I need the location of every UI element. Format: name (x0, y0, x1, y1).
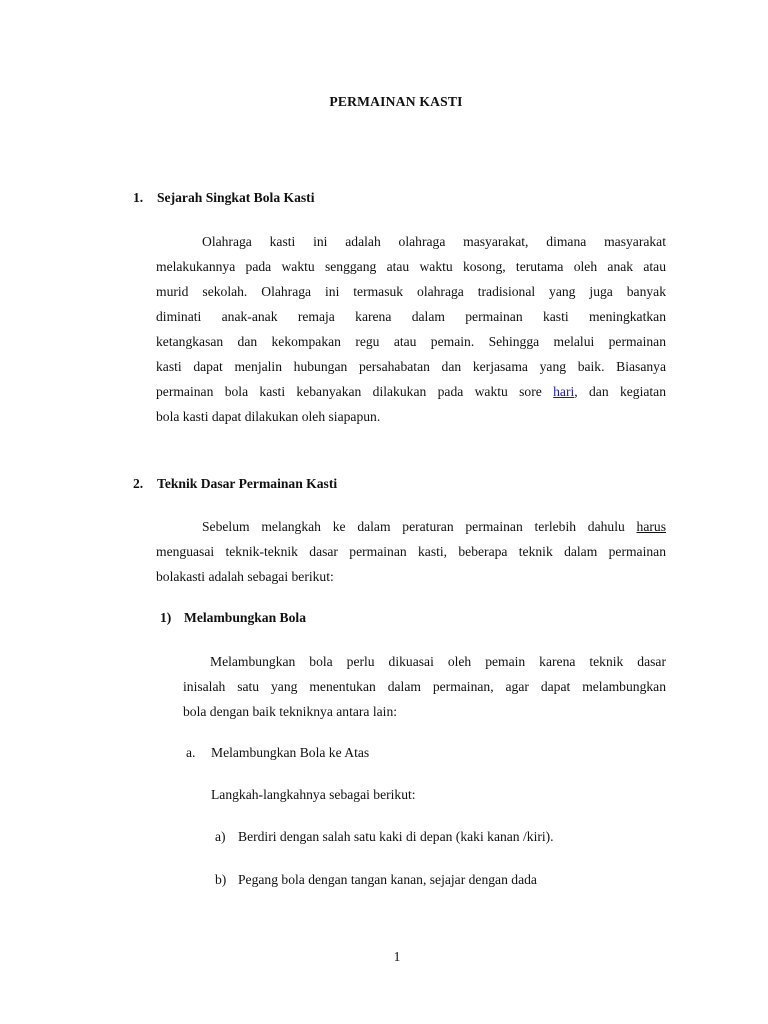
section-1-number: 1. (133, 190, 144, 205)
paragraph-line: diminati anak-anak remaja karena dalam permainan kasti meningkatkan (156, 309, 666, 324)
subsection-1-number: 1) (160, 610, 172, 625)
paragraph-line: ketangkasan dan kekompakan regu atau pemain. Sehingga melalui permainan (156, 334, 666, 349)
document-title: PERMAINAN KASTI (329, 94, 463, 109)
paragraph-line: kasti dapat menjalin hubungan persahabatan dan kerjasama yang baik. Biasanya (156, 359, 666, 374)
underline-prefix-text: Sebelum melangkah ke dalam peraturan permainan terlebih dahulu (202, 519, 637, 534)
item-a-marker: a. (186, 745, 196, 760)
paragraph-line: bolakasti adalah sebagai berikut: (156, 569, 334, 584)
paragraph-line: menguasai teknik-teknik dasar permainan kasti, beberapa teknik dalam permainan (156, 544, 666, 559)
section-2-number: 2. (133, 476, 144, 491)
item-a-label: Melambungkan Bola ke Atas (211, 745, 370, 760)
page-number: 1 (393, 949, 401, 964)
step-b-text: Pegang bola dengan tangan kanan, sejajar dengan dada (238, 872, 537, 887)
section-1-paragraph (156, 229, 666, 429)
hari-link[interactable]: hari (553, 384, 575, 399)
harus-underlined-word: harus (636, 519, 666, 534)
section-2-title: Teknik Dasar Permainan Kasti (157, 476, 338, 491)
paragraph-line: Olahraga kasti ini adalah olahraga masyarakat, dimana masyarakat (202, 234, 666, 249)
link-prefix-text: permainan bola kasti kebanyakan dilakukan pada waktu sore (156, 384, 554, 399)
paragraph-line-with-underline (156, 514, 666, 539)
link-suffix-text: , dan kegiatan (574, 384, 666, 399)
paragraph-line: bola dengan baik tekniknya antara lain: (183, 704, 398, 719)
paragraph-line: bola kasti dapat dilakukan oleh siapapun. (156, 409, 381, 424)
step-b-marker: b) (215, 872, 227, 887)
step-a-text: Berdiri dengan salah satu kaki di depan (kaki kanan /kiri). (238, 829, 554, 844)
paragraph-line: melakukannya pada waktu senggang atau waktu kosong, terutama oleh anak atau (156, 259, 666, 274)
step-a-marker: a) (215, 829, 226, 844)
paragraph-line: Melambungkan bola perlu dikuasai oleh pemain karena teknik dasar (210, 654, 666, 669)
section-1-title: Sejarah Singkat Bola Kasti (157, 190, 315, 205)
subsection-1-title: Melambungkan Bola (184, 610, 306, 625)
item-a-intro: Langkah-langkahnya sebagai berikut: (211, 787, 416, 802)
section-1-heading (133, 190, 314, 206)
paragraph-line-with-link (156, 379, 666, 404)
paragraph-line: murid sekolah. Olahraga ini termasuk olahraga tradisional yang juga banyak (156, 284, 666, 299)
section-2-paragraph (156, 514, 666, 589)
subsection-1-paragraph (183, 649, 666, 724)
paragraph-line: inisalah satu yang menentukan dalam permainan, agar dapat melambungkan (183, 679, 666, 694)
subsection-1-heading (160, 610, 306, 626)
section-2-heading (133, 476, 337, 492)
